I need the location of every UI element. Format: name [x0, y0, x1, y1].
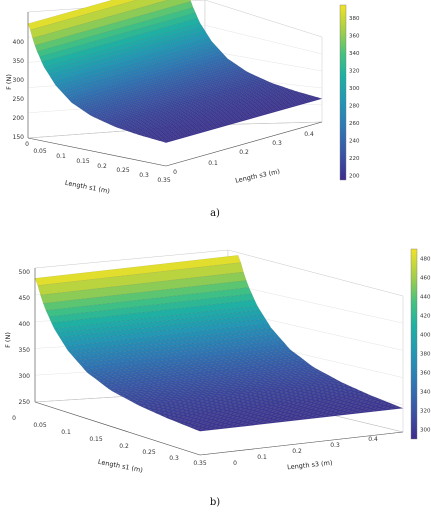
z-tick: 500 — [18, 269, 30, 276]
colorbar-b — [411, 249, 417, 439]
z-tick: 400 — [18, 321, 30, 328]
z-tick: 250 — [18, 399, 30, 406]
colorbar-tick: 420 — [420, 313, 431, 320]
colorbar-tick: 440 — [420, 294, 431, 301]
colorbar-tick: 220 — [349, 156, 360, 163]
colorbar-tick: 360 — [420, 370, 431, 377]
x-tick: 0 — [25, 141, 29, 148]
y-tick: 0.3 — [330, 442, 340, 449]
y-axis-label-b: Length s3 (m) — [286, 458, 333, 472]
z-tick: 400 — [12, 39, 24, 46]
z-tick: 350 — [18, 347, 30, 354]
x-tick: 0.2 — [97, 163, 107, 170]
colorbar-tick: 300 — [420, 427, 431, 434]
colorbar-tick: 280 — [349, 103, 360, 110]
colorbar-tick: 320 — [420, 408, 431, 415]
z-tick: 150 — [12, 134, 24, 141]
y-tick: 0.1 — [208, 160, 218, 167]
x-axis-label-a: Length s1 (m) — [64, 178, 111, 196]
x-tick: 0.35 — [157, 177, 171, 184]
colorbar-tick: 320 — [349, 68, 360, 75]
x-axis-label-b: Length s1 (m) — [97, 457, 144, 475]
z-axis-label-a: F (N) — [5, 74, 13, 90]
z-tick: 350 — [12, 58, 24, 65]
x-tick: 0 — [12, 415, 16, 422]
caption-b: b) — [209, 497, 221, 508]
colorbar-tick: 400 — [420, 332, 431, 339]
colorbar-tick: 300 — [349, 86, 360, 93]
colorbar-tick: 380 — [420, 351, 431, 358]
y-tick: 0.4 — [304, 131, 314, 138]
z-ticks-b — [19, 269, 31, 406]
panel-b — [4, 249, 431, 474]
colorbar-a — [340, 5, 346, 180]
panel-a — [5, 0, 360, 195]
x-tick: 0.3 — [169, 455, 179, 462]
colorbar-tick: 260 — [349, 121, 360, 128]
x-tick: 0.15 — [76, 158, 90, 165]
y-tick: 0.3 — [272, 140, 282, 147]
y-tick: 0.2 — [239, 149, 249, 156]
colorbar-tick: 460 — [420, 275, 431, 282]
y-ticks-a — [173, 131, 314, 176]
x-tick: 0.25 — [142, 449, 156, 456]
y-tick: 0.1 — [257, 454, 267, 461]
z-tick: 300 — [12, 77, 24, 84]
x-tick: 0.05 — [33, 148, 47, 155]
colorbar-tick: 340 — [349, 51, 360, 58]
z-tick: 300 — [18, 373, 30, 380]
y-axis-label-a: Length s3 (m) — [234, 167, 281, 185]
z-ticks-a — [13, 39, 25, 141]
z-axis-label-b: F (N) — [4, 332, 12, 348]
y-tick: 0 — [233, 460, 237, 467]
colorbar-tick: 360 — [349, 33, 360, 40]
caption-a: a) — [210, 208, 220, 219]
y-tick: 0.2 — [292, 448, 302, 455]
x-tick: 0.05 — [33, 422, 47, 429]
x-tick: 0.15 — [89, 436, 103, 443]
colorbar-tick: 480 — [420, 256, 431, 263]
colorbar-ticks-a — [349, 16, 360, 180]
x-tick: 0.25 — [116, 167, 130, 174]
colorbar-ticks-b — [420, 257, 431, 434]
x-tick: 0.2 — [119, 443, 129, 450]
y-tick: 0 — [173, 169, 177, 176]
z-tick: 250 — [12, 96, 24, 103]
colorbar-tick: 240 — [349, 138, 360, 145]
colorbar-tick: 340 — [420, 389, 431, 396]
x-tick: 0.3 — [139, 172, 149, 179]
z-tick: 450 — [18, 295, 30, 302]
colorbar-tick: 200 — [349, 173, 360, 180]
x-tick: 0.35 — [193, 460, 207, 467]
z-tick: 200 — [12, 115, 24, 122]
x-tick: 0.1 — [61, 429, 71, 436]
y-tick: 0.4 — [368, 436, 378, 443]
x-tick: 0.1 — [56, 153, 66, 160]
colorbar-tick: 380 — [349, 16, 360, 23]
